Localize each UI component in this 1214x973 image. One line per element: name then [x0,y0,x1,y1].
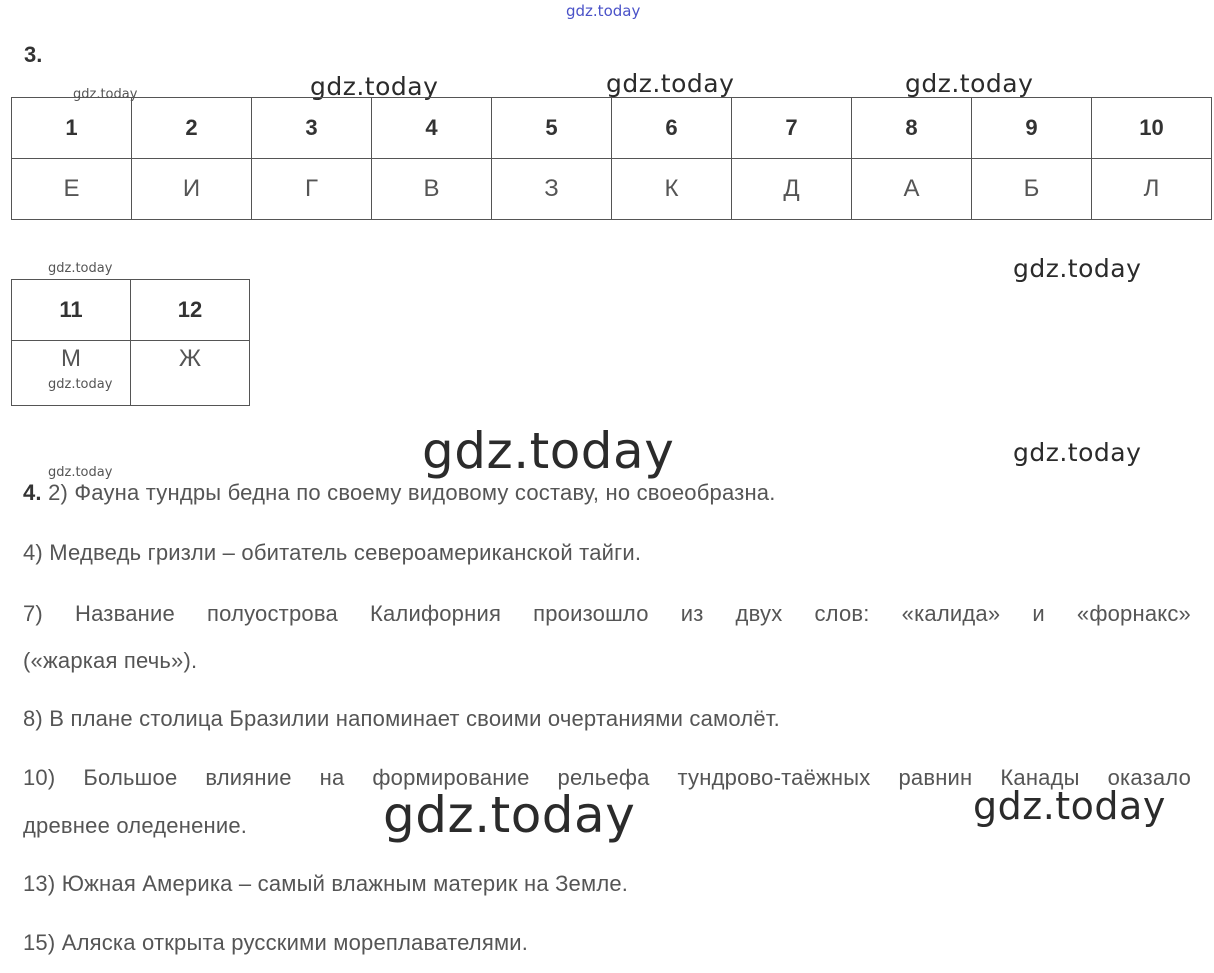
watermark: gdz.today [1013,254,1142,283]
table-row [12,159,1212,220]
statement-4: 4) Медведь гризли – обитатель североамериканской тайги. [23,540,642,565]
answer-table-1 [11,97,1212,220]
watermark: gdz.today [73,87,138,102]
watermark: gdz.today [383,786,636,844]
table-cell: А [852,159,972,220]
table-header-row [12,98,1212,159]
table-cell: В [372,159,492,220]
table-cell: Б [972,159,1092,220]
table-cell: 12 [131,280,250,341]
statement-8: 8) В плане столица Бразилии напоминает своими очертаниями самолёт. [23,706,780,731]
table-cell: 5 [492,98,612,159]
table-cell: З [492,159,612,220]
watermark: gdz.today [422,422,675,480]
statement-10-continued: древнее оледенение. [23,813,248,838]
table-cell: 8 [852,98,972,159]
table-cell: Д [732,159,852,220]
table-cell: 10 [1092,98,1212,159]
table-cell: И [132,159,252,220]
watermark: gdz.today [310,72,439,101]
table-cell: 7 [732,98,852,159]
statement-7-continued: («жаркая печь»). [23,648,198,673]
watermark: gdz.today [48,377,113,392]
table-cell: М [12,341,131,406]
watermark: gdz.today [48,465,113,480]
statement-10: 10) Большое влияние на формирование рельефа тундрово-таёжных равнин Канады оказало [23,765,1191,790]
watermark: gdz.today [1013,438,1142,467]
statement-7: 7) Название полуострова Калифорния произошло из двух слов: «калида» и «форнакс» [23,601,1191,626]
task-number: 3. [24,42,43,67]
table-cell: 9 [972,98,1092,159]
table-cell: Ж [131,341,250,406]
statement-text: 2) Фауна тундры бедна по своему видовому составу, но своеобразна. [48,480,776,505]
statement-15: 15) Аляска открыта русскими мореплавателями. [23,930,529,955]
table-cell: 4 [372,98,492,159]
table-cell: 2 [132,98,252,159]
answer-table-2 [11,279,250,406]
table-row [12,341,250,406]
table-cell: 3 [252,98,372,159]
statement-13: 13) Южная Америка – самый влажным материк на Земле. [23,871,629,896]
table-cell: Г [252,159,372,220]
watermark: gdz.today [48,261,113,276]
watermark: gdz.today [973,784,1166,828]
table-cell: К [612,159,732,220]
watermark-top: gdz.today [566,2,641,20]
table-cell: 1 [12,98,132,159]
table-header-row [12,280,250,341]
watermark: gdz.today [606,69,735,98]
table-cell: 11 [12,280,131,341]
table-cell: Е [12,159,132,220]
table-cell: Л [1092,159,1212,220]
table-cell: 6 [612,98,732,159]
statement-2 [23,480,776,506]
watermark: gdz.today [905,69,1034,98]
task-number: 4. [23,480,42,505]
